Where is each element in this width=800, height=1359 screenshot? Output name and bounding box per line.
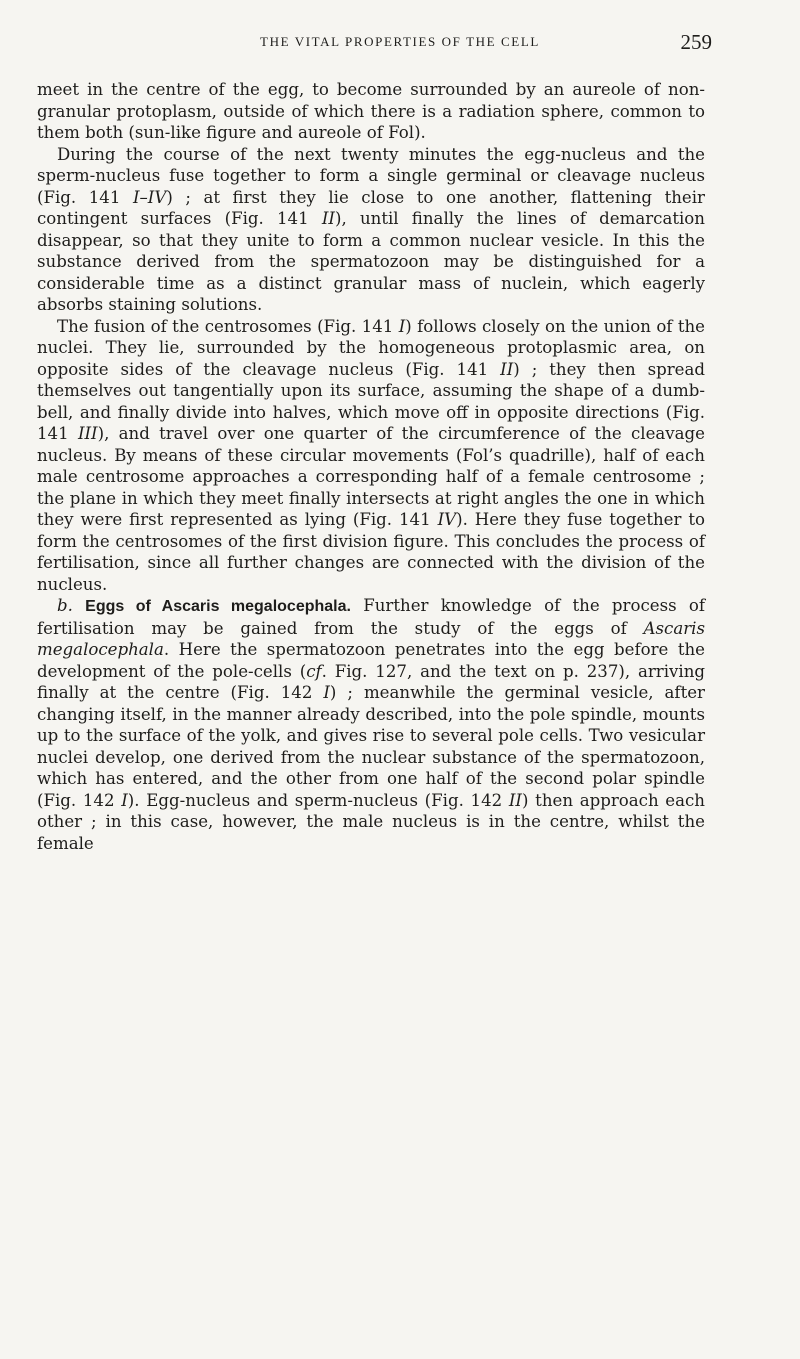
italic-text: b. [57,596,73,615]
italic-text: I [323,683,330,702]
text-run: ) then approach each other ; in this case, however, the male nucleus is in the centre, whilst the female [37,790,705,853]
text-run: ). Egg-nucleus and sperm-nucleus (Fig. 142 [127,790,509,810]
italic-text: II [508,790,522,810]
paragraph [37,316,705,596]
text-run: meet in the centre of the egg, to become surrounded by an aureole of non-granular protoplasm, outside of which there is a radiation sphere, common to them both (sun-like figure and aureole of Fol). [37,80,705,142]
text-run: ). Here they fuse together to form the centrosomes of the first division figure. This concludes the process of fertilisation, since all further changes are connected with the division of the nucleus. [37,510,705,594]
italic-text: IV [437,510,457,529]
running-title: THE VITAL PROPERTIES OF THE CELL [260,34,540,49]
text-run: ) ; meanwhile the germinal vesicle, after changing itself, in the manner already described, into the pole spindle, mounts up to the surface of the yolk, and gives rise to several pole cells. Two vesicular nuclei develop, one derived from the nuclear substance of the spermatozoon, which has entered, and the other from one half of the second polar spindle (Fig. 142 [37,683,705,810]
text-run: The fusion of the centrosomes (Fig. 141 [57,316,399,336]
text-run: Further knowledge of the process of fertilisation may be gained from the study of the eggs of [37,596,705,638]
italic-text: II [500,359,514,379]
italic-text: Ascaris megalocephala [37,618,705,659]
paragraph [37,144,705,316]
italic-text: cf [306,661,322,681]
text-run: ) follows closely on the union of the nuclei. They lie, surrounded by the homogeneous protoplasmic area, on opposite sides of the cleavage nucleus (Fig. 141 [37,316,706,379]
text-run: ), and travel over one quarter of the circumference of the cleavage nucleus. By means of these circular movements (Fol’s quadrille), half of each male centrosome approaches a corresponding half of a female centrosome ; the plane in which they meet finally intersects at right angles the one in which they were first represented as lying (Fig. 141 [37,424,705,529]
text-run: . Fig. 127, and the text on p. 237), arriving finally at the centre (Fig. 142 [37,661,706,702]
text-run [73,596,85,615]
italic-text: I–IV [132,187,167,207]
italic-text: III [77,424,98,443]
italic-text: I [121,790,128,810]
text-run: . Here the spermatozoon penetrates into the egg before the development of the pole-cells ( [37,640,705,681]
paragraph [37,79,705,144]
page-number: 259 [680,30,712,54]
italic-text: II [321,209,335,228]
text-run: ) ; at first they lie close to one another, flattening their contingent surfaces (Fig. 141 [37,187,705,228]
running-head [0,30,800,60]
section-heading: Eggs of Ascaris megalocephala. [85,598,351,615]
italic-text: I [398,316,406,336]
body-text [37,79,705,854]
text-run: ), until finally the lines of demarcation disappear, so that they unite to form a common nuclear vesicle. In this the substance derived from the spermatozoon may be distinguished for a considerable time as a distinct granular mass of nuclein, which eagerly absorbs staining solutions. [37,209,705,314]
paragraph [37,595,705,854]
text-run: During the course of the next twenty minutes the egg-nucleus and the sperm-nucleus fuse together to form a single germinal or cleavage nucleus (Fig. 141 [37,144,705,207]
text-run: ) ; they then spread themselves out tangentially upon its surface, assuming the shape of a dumb-bell, and finally divide into halves, which move off in opposite directions (Fig. 141 [37,359,705,443]
